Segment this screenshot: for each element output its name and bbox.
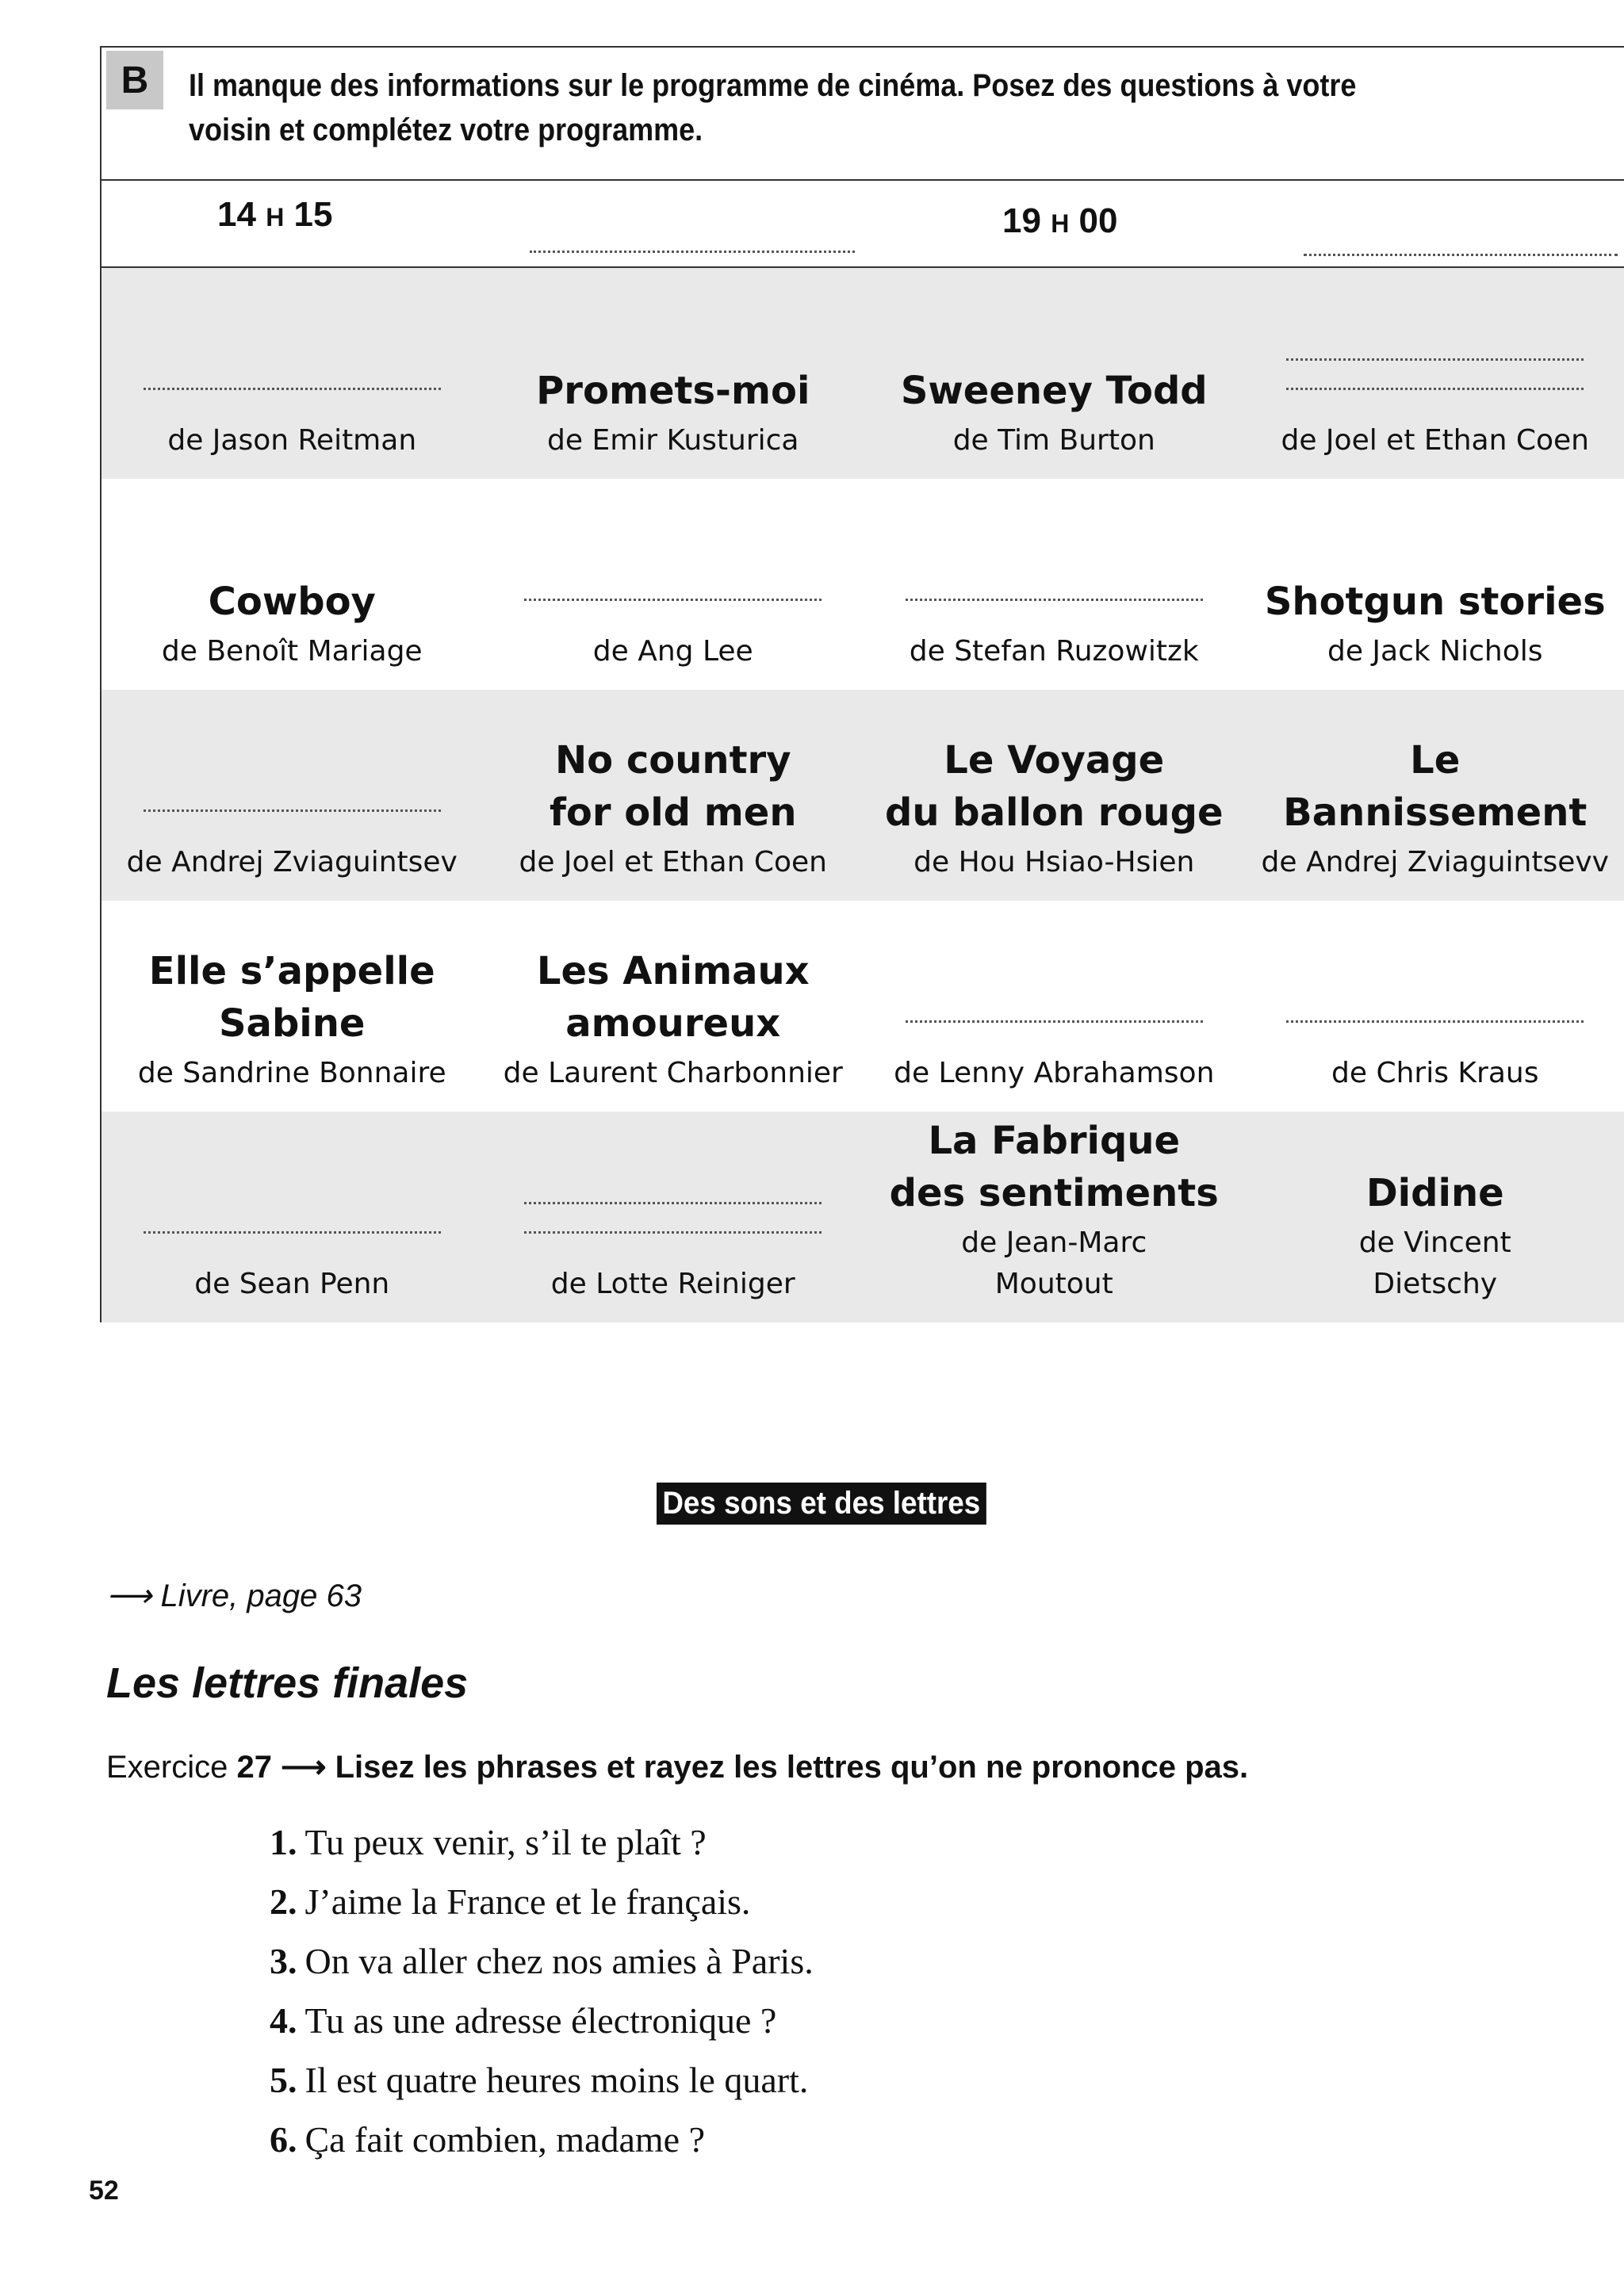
film-cell <box>864 1112 1245 1322</box>
book-reference <box>106 1578 362 1614</box>
title-blank[interactable] <box>524 1231 822 1234</box>
title-blank[interactable] <box>1286 358 1584 361</box>
film-director: de Emir Kusturica <box>547 424 799 457</box>
title-blank[interactable] <box>144 388 441 390</box>
arrow-right-icon: ⟶ <box>281 1750 335 1785</box>
film-cell <box>483 690 864 901</box>
film-director: de Benoît Mariage <box>161 635 423 668</box>
film-cell <box>483 479 864 690</box>
film-director: de Hou Hsiao-Hsien <box>914 846 1195 878</box>
film-cell <box>483 901 864 1112</box>
film-director: de Jason Reitman <box>167 424 417 457</box>
sentence-text[interactable]: Ça fait combien, madame ? <box>304 2119 706 2160</box>
exercise-instruction: Il manque des informations sur le programme de cinéma. Posez des questions à votre voisin et complétez votre programme. <box>189 68 1357 147</box>
film-director: de Jean-Marc Moutout <box>961 1226 1147 1300</box>
film-director: de Lotte Reiniger <box>550 1268 795 1300</box>
film-cell <box>102 1112 483 1322</box>
film-director: de Chris Kraus <box>1331 1057 1539 1089</box>
time-slot-2: 19 H 00 <box>1002 201 1118 240</box>
exercise-27 <box>106 1749 1248 1785</box>
section-banner: Des sons et des lettres <box>657 1483 986 1525</box>
sentence-number: 1. <box>270 1822 297 1862</box>
title-blank[interactable] <box>1286 388 1584 390</box>
exercise-letter: B <box>106 51 163 109</box>
film-title: Promets-moi <box>536 369 810 413</box>
sentence-number: 2. <box>270 1881 297 1922</box>
film-title: Didine <box>1365 1171 1504 1215</box>
sentence-number: 6. <box>270 2119 297 2160</box>
film-director: de Stefan Ruzowitzk <box>909 635 1199 668</box>
sentence-list <box>270 1812 814 2169</box>
film-title: La Fabrique des sentiments <box>889 1119 1219 1215</box>
film-title: Shotgun stories <box>1264 580 1606 624</box>
time-slot-1: 14 H 15 <box>217 195 333 234</box>
film-title: Elle s’appelle Sabine <box>148 949 435 1046</box>
title-blank[interactable] <box>906 599 1203 601</box>
film-title: Le Voyage du ballon rouge <box>885 738 1224 835</box>
film-cell <box>864 268 1245 479</box>
title-blank[interactable] <box>1286 1020 1584 1023</box>
sentence-text[interactable]: Il est quatre heures moins le quart. <box>304 2060 809 2100</box>
film-cell <box>1245 1112 1624 1322</box>
film-title: Les Animaux amoureux <box>536 949 810 1046</box>
film-grid <box>102 268 1624 1322</box>
sentence-text[interactable]: On va aller chez nos amies à Paris. <box>304 1941 814 1981</box>
section-subtitle: Les lettres finales <box>106 1659 469 1707</box>
sentence-item <box>270 1872 814 1931</box>
film-cell <box>483 268 864 479</box>
sentence-item <box>270 2110 814 2169</box>
title-blank[interactable] <box>524 599 822 601</box>
film-director: de Lenny Abrahamson <box>894 1057 1215 1089</box>
exercise-label: Exercice <box>106 1750 228 1785</box>
film-title: Sweeney Todd <box>900 369 1208 413</box>
sentence-number: 4. <box>270 2000 297 2041</box>
film-director: de Laurent Charbonnier <box>503 1057 843 1089</box>
film-title: No country for old men <box>550 738 797 835</box>
film-director: de Andrej Zviaguintsev <box>126 846 458 878</box>
film-director: de Joel et Ethan Coen <box>519 846 827 878</box>
film-cell <box>1245 268 1624 479</box>
film-cell <box>102 479 483 690</box>
film-cell <box>864 479 1245 690</box>
film-cell <box>102 690 483 901</box>
sentence-item <box>270 1931 814 1991</box>
arrow-right-icon: ⟶ <box>106 1578 152 1613</box>
film-director: de Andrej Zviaguintsevv <box>1261 846 1609 878</box>
cinema-program-box <box>100 46 1624 1322</box>
film-director: de Sandrine Bonnaire <box>137 1057 446 1089</box>
sentence-item <box>270 1991 814 2050</box>
exercise-27-instruction: Lisez les phrases et rayez les lettres qu’on ne prononce pas. <box>335 1750 1249 1785</box>
sentence-text[interactable]: Tu peux venir, s’il te plaît ? <box>304 1822 707 1862</box>
film-cell <box>1245 690 1624 901</box>
film-cell <box>102 268 483 479</box>
time-slots-row <box>102 181 1624 268</box>
book-reference-text: Livre, page 63 <box>160 1578 362 1613</box>
film-director: de Vincent Dietschy <box>1358 1226 1511 1300</box>
time-blank-2[interactable] <box>1304 254 1618 256</box>
exercise-number: 27 <box>236 1750 273 1785</box>
sentence-number: 3. <box>270 1941 297 1981</box>
sentence-text[interactable]: Tu as une adresse électronique ? <box>304 2000 777 2041</box>
film-director: de Sean Penn <box>194 1268 390 1300</box>
title-blank[interactable] <box>906 1020 1203 1023</box>
exercise-header <box>102 48 1624 181</box>
film-director: de Jack Nichols <box>1327 635 1543 668</box>
sentence-text[interactable]: J’aime la France et le français. <box>304 1881 751 1922</box>
sentence-item <box>270 2050 814 2110</box>
film-cell <box>102 901 483 1112</box>
film-cell <box>1245 901 1624 1112</box>
film-title: Le Bannissement <box>1283 738 1588 835</box>
film-cell <box>483 1112 864 1322</box>
film-cell <box>1245 479 1624 690</box>
film-director: de Tim Burton <box>952 424 1155 457</box>
film-director: de Joel et Ethan Coen <box>1281 424 1589 457</box>
film-cell <box>864 690 1245 901</box>
film-cell <box>864 901 1245 1112</box>
page-number: 52 <box>89 2175 119 2206</box>
sentence-number: 5. <box>270 2060 297 2100</box>
time-blank-1[interactable] <box>530 251 855 253</box>
film-director: de Ang Lee <box>592 635 753 668</box>
title-blank[interactable] <box>524 1202 822 1204</box>
title-blank[interactable] <box>144 809 441 812</box>
sentence-item <box>270 1812 814 1872</box>
film-title: Cowboy <box>208 580 376 624</box>
title-blank[interactable] <box>144 1231 441 1234</box>
